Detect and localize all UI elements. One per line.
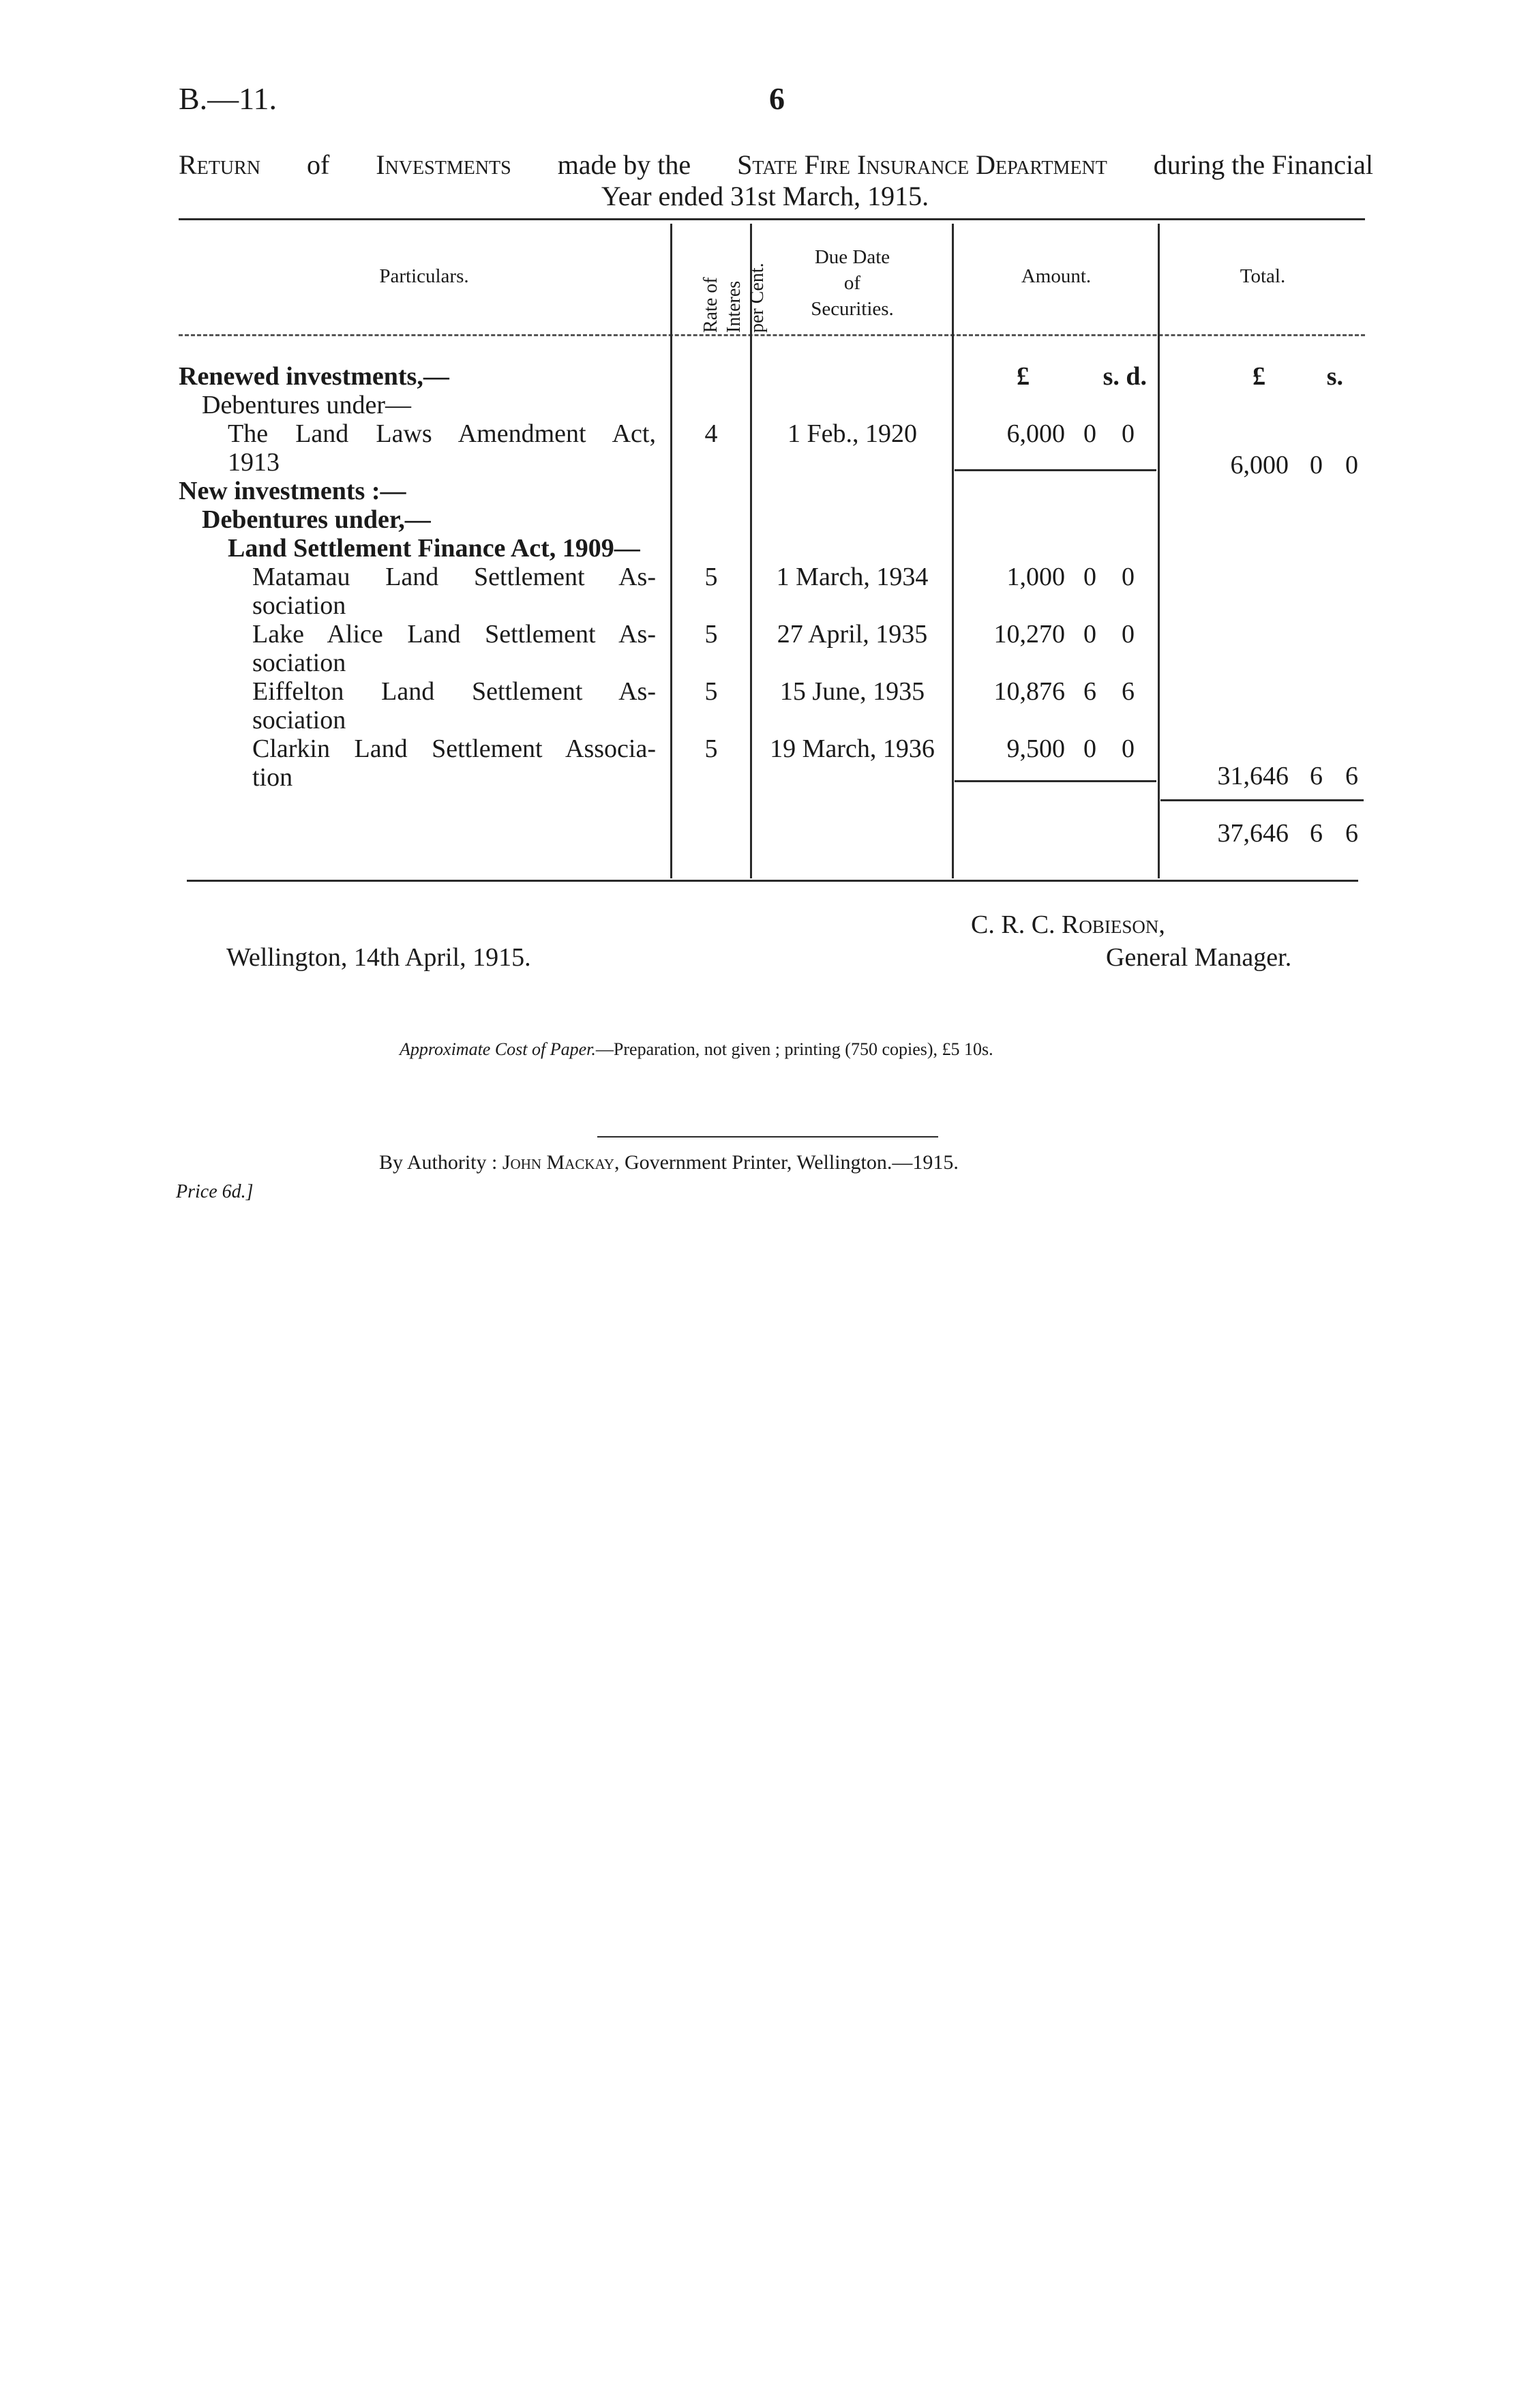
cost-label: Approximate Cost of Paper.: [400, 1039, 596, 1059]
col-header-amount: Amount.: [1021, 265, 1092, 287]
lla-line2: 1913: [228, 448, 280, 477]
report-title-line1: [179, 149, 1373, 181]
item-2-rate: 5: [704, 620, 718, 649]
item-2-line1: Lake Alice Land Settlement As-: [252, 620, 656, 649]
col-header-due-date: [753, 244, 952, 322]
item-2-amount: 10,270: [993, 620, 1065, 649]
total-pound-unit: £: [1252, 362, 1265, 391]
page-number: 6: [769, 81, 785, 116]
grand-total-pence: 6: [1345, 819, 1358, 848]
subtotal-1-pence: 0: [1345, 451, 1358, 479]
item-4-line1: Clarkin Land Settlement Associa-: [252, 734, 656, 763]
table-top-rule: [179, 218, 1365, 220]
subtotal-rule-2: [955, 780, 1156, 782]
due-header-line2: of: [843, 272, 861, 294]
item-3-pence: 6: [1122, 677, 1135, 706]
section-new: New investments :—: [179, 477, 406, 505]
item-2-pence: 0: [1122, 620, 1135, 649]
item-1-shillings: 0: [1083, 563, 1096, 591]
cost-text: —Preparation, not given ; printing (750 copies), £5 10s.: [595, 1039, 993, 1059]
lla-amount: 6,000: [1006, 419, 1065, 448]
signatory-role: General Manager.: [1106, 943, 1292, 972]
debentures-under-2: Debentures under,—: [202, 505, 431, 534]
lsfa-heading: Land Settlement Finance Act, 1909—: [228, 534, 640, 563]
debentures-under-1: Debentures under—: [202, 391, 412, 419]
lla-line1: The Land Laws Amendment Act,: [228, 419, 656, 448]
item-4-line2: tion: [252, 763, 293, 792]
lla-rate: 4: [704, 419, 718, 448]
item-4-due-date: 19 March, 1936: [770, 734, 935, 763]
table-header-rule: [179, 334, 1365, 336]
subtotal-2-pence: 6: [1345, 762, 1358, 790]
item-4-rate: 5: [704, 734, 718, 763]
title-word-investments: Investments: [376, 149, 511, 180]
title-word-financial: during the Financial: [1153, 149, 1373, 180]
subtotal-rule-1: [955, 469, 1156, 471]
due-header-line3: Securities.: [811, 298, 894, 320]
rate-header-line3: per Cent.: [747, 263, 768, 333]
amount-pound-unit: £: [1017, 362, 1030, 391]
subtotal-2-shillings: 6: [1310, 762, 1323, 790]
item-3-rate: 5: [704, 677, 718, 706]
lla-shillings: 0: [1083, 419, 1096, 448]
item-4-amount: 9,500: [1006, 734, 1065, 763]
signatory-name: C. R. C. Robieson,: [971, 910, 1165, 939]
printer-name: John Mackay: [502, 1151, 614, 1174]
col-header-particulars: Particulars.: [379, 265, 469, 287]
title-word-of: of: [306, 149, 330, 180]
item-2-shillings: 0: [1083, 620, 1096, 649]
rate-header-line1: Rate of: [700, 277, 721, 333]
item-2-line2: sociation: [252, 649, 346, 677]
document-ref: B.—11.: [179, 81, 277, 116]
item-1-pence: 0: [1122, 563, 1135, 591]
grand-total-rule: [1160, 799, 1364, 801]
table-bottom-rule: [187, 880, 1358, 882]
item-1-line2: sociation: [252, 591, 346, 620]
col-divider-3: [952, 224, 954, 878]
item-3-amount: 10,876: [993, 677, 1065, 706]
amount-sd-unit: s. d.: [1102, 362, 1147, 391]
subtotal-2-amount: 31,646: [1217, 762, 1289, 790]
authority-suffix: , Government Printer, Wellington.—1915.: [614, 1151, 959, 1174]
item-1-line1: Matamau Land Settlement As-: [252, 563, 656, 591]
item-3-line2: sociation: [252, 706, 346, 734]
item-4-pence: 0: [1122, 734, 1135, 763]
item-3-due-date: 15 June, 1935: [779, 677, 925, 706]
lla-due-date: 1 Feb., 1920: [787, 419, 917, 448]
title-word-department: State Fire Insurance Department: [737, 149, 1107, 180]
imprint-rule: [597, 1136, 938, 1138]
col-header-total: Total.: [1240, 265, 1286, 287]
item-1-rate: 5: [704, 563, 718, 591]
item-3-line1: Eiffelton Land Settlement As-: [252, 677, 656, 706]
total-s-unit: s.: [1326, 362, 1343, 391]
item-1-due-date: 1 March, 1934: [776, 563, 929, 591]
section-renewed: Renewed investments,—: [179, 362, 449, 391]
cost-of-paper-note: [400, 1039, 993, 1060]
item-2-due-date: 27 April, 1935: [777, 620, 928, 649]
title-word-return: Return: [179, 149, 261, 180]
printer-imprint: [379, 1151, 959, 1174]
item-1-amount: 1,000: [1006, 563, 1065, 591]
grand-total-shillings: 6: [1310, 819, 1323, 848]
report-title-line2: Year ended 31st March, 1915.: [601, 181, 929, 211]
col-header-rate: [672, 225, 768, 333]
subtotal-1-shillings: 0: [1310, 451, 1323, 479]
grand-total-amount: 37,646: [1217, 819, 1289, 848]
authority-prefix: By Authority :: [379, 1151, 498, 1174]
price-note: Price 6d.]: [176, 1181, 254, 1202]
rate-header-line2: Interes: [723, 280, 745, 333]
title-word-made: made by the: [557, 149, 691, 180]
col-divider-4: [1158, 224, 1160, 878]
lla-pence: 0: [1122, 419, 1135, 448]
item-3-shillings: 6: [1083, 677, 1096, 706]
due-header-line1: Due Date: [814, 246, 890, 268]
subtotal-1-amount: 6,000: [1230, 451, 1289, 479]
item-4-shillings: 0: [1083, 734, 1096, 763]
place-and-date: Wellington, 14th April, 1915.: [226, 943, 531, 972]
